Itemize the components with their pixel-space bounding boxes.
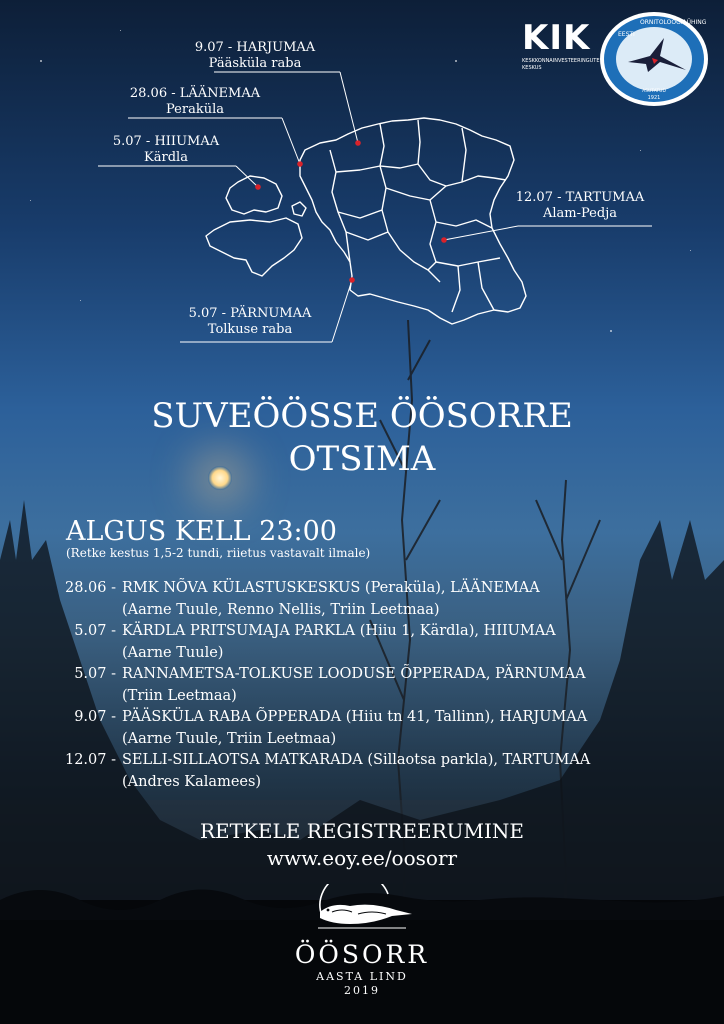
eou-logo-top-left: EESTI xyxy=(618,31,635,38)
event-date: 12.07 - xyxy=(64,752,116,768)
bird-of-the-year-logo xyxy=(292,884,432,1002)
nightjar-icon xyxy=(292,884,432,944)
eou-logo-bottom: ASUTATUD xyxy=(642,89,666,94)
event-location: SELLI-SILLAOTSA MATKARADA (Sillaotsa parkla), TARTUMAA xyxy=(122,752,591,768)
map-label-place: Peraküla xyxy=(166,102,224,117)
page-title xyxy=(0,395,724,481)
map-label-date: 5.07 - PÄRNUMAA xyxy=(188,306,312,321)
map-label-date: 5.07 - HIIUMAA xyxy=(112,134,220,149)
event-location: KÄRDLA PRITSUMAJA PARKLA (Hiiu 1, Kärdla), HIIUMAA xyxy=(122,623,556,639)
event-location: RMK NÕVA KÜLASTUSKESKUS (Peraküla), LÄÄNEMAA xyxy=(122,580,540,596)
map-label-date: 12.07 - TARTUMAA xyxy=(515,190,645,205)
map-label-place: Alam-Pedja xyxy=(543,206,617,221)
map-label-place: Tolkuse raba xyxy=(207,322,293,337)
kik-logo-subtitle: KESKKONNAINVESTEERINGUTE KESKUS xyxy=(522,58,600,71)
event-guides: (Aarne Tuule, Renno Nellis, Triin Leetmaa) xyxy=(122,601,440,618)
map-label-place: Pääsküla raba xyxy=(208,56,302,71)
event-guides: (Andres Kalamees) xyxy=(122,773,262,790)
eou-logo-year: 1921 xyxy=(647,95,661,101)
event-guides: (Aarne Tuule) xyxy=(122,644,224,661)
event-item xyxy=(66,621,706,664)
event-item xyxy=(66,707,706,750)
kik-logo-text: KIK xyxy=(522,18,591,58)
event-date: 5.07 - xyxy=(74,623,116,639)
event-item xyxy=(66,750,706,793)
event-guides: (Aarne Tuule, Triin Leetmaa) xyxy=(122,730,337,747)
event-guides: (Triin Leetmaa) xyxy=(122,687,237,704)
start-time-heading: ALGUS KELL 23:00 xyxy=(66,516,337,547)
event-date: 9.07 - xyxy=(74,709,116,725)
registration-link[interactable]: www.eoy.ee/oosorr xyxy=(266,846,458,870)
event-location: RANNAMETSA-TOLKUSE LOODUSE ÕPPERADA, PÄRNUMAA xyxy=(122,666,586,682)
map-label-date: 28.06 - LÄÄNEMAA xyxy=(129,86,261,101)
title-line-1: SUVEÖÖSSE ÖÖSORRE xyxy=(151,396,573,436)
map-label-date: 9.07 - HARJUMAA xyxy=(194,40,316,55)
footer-subtitle: AASTA LIND xyxy=(316,970,408,983)
event-item xyxy=(66,578,706,621)
registration-block xyxy=(0,818,724,872)
events-list xyxy=(66,578,706,793)
footer-bird-name: ÖÖSORR xyxy=(294,940,430,969)
eou-logo-top-right: ORNITOLOOGIAÜHING xyxy=(640,19,707,26)
title-line-2: OTSIMA xyxy=(288,439,436,479)
registration-heading: RETKELE REGISTREERUMINE xyxy=(199,819,524,843)
event-date: 28.06 - xyxy=(64,580,116,596)
footer-year: 2019 xyxy=(344,984,380,997)
duration-note: (Retke kestus 1,5-2 tundi, riietus vastavalt ilmale) xyxy=(66,546,371,560)
map-label-place: Kärdla xyxy=(144,150,188,165)
event-item xyxy=(66,664,706,707)
event-date: 5.07 - xyxy=(74,666,116,682)
event-location: PÄÄSKÜLA RABA ÕPPERADA (Hiiu tn 41, Tallinn), HARJUMAA xyxy=(122,709,588,725)
